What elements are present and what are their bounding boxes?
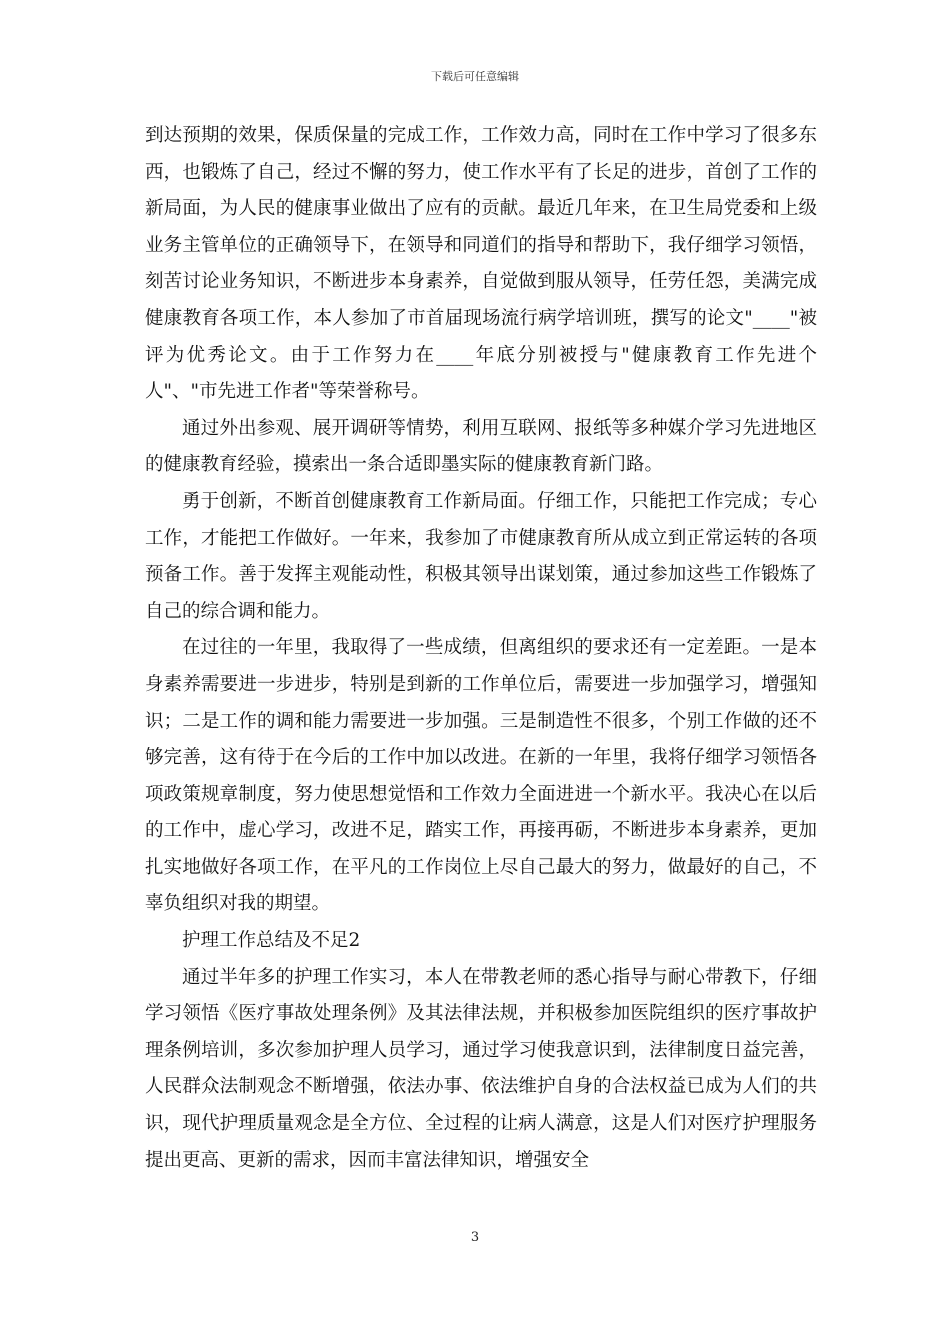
document-body [145, 118, 817, 1179]
section-heading: 护理工作总结及不足2 [182, 930, 361, 952]
page-number: 3 [470, 1230, 480, 1245]
paragraph-3: 勇于创新，不断首创健康教育工作新局面。仔细工作，只能把工作完成；专心工作，才能把工作做好。一年来，我参加了市健康教育所从成立到正常运转的各项预备工作。善于发挥主观能动性，积极其领导出谋划策，通过参加这些工作锻炼了自己的综合调和能力。 [145, 490, 817, 622]
paragraph-1: 到达预期的效果，保质保量的完成工作，工作效力高，同时在工作中学习了很多东西，也锻炼了自己，经过不懈的努力，使工作水平有了长足的进步，首创了工作的新局面，为人民的健康事业做出了应有的贡献。最近几年来，在卫生局党委和上级业务主管单位的正确领导下，在领导和同道们的指导和帮助下，我仔细学习领悟，刻苦讨论业务知识，不断进步本身素养，自觉做到服从领导，任劳任怨，美满完成健康教育各项工作，本人参加了市首届现场流行病学培训班，撰写的论文"____"被评为优秀论文。由于工作努力在____年底分别被授与"健康教育工作先进个人"、"市先进工作者"等荣誉称号。 [145, 125, 817, 403]
paragraph-5: 通过半年多的护理工作实习，本人在带教老师的悉心指导与耐心带教下，仔细学习领悟《医疗事故处理条例》及其法律法规，并积极参加医院组织的医疗事故护理条例培训，多次参加护理人员学习，通过学习使我意识到，法律制度日益完善，人民群众法制观念不断增强，依法办事、依法维护自身的合法权益已成为人们的共识，现代护理质量观念是全方位、全过程的让病人满意，这是人们对医疗护理服务提出更高、更新的需求，因而丰富法律知识，增强安全 [145, 966, 817, 1171]
paragraph-4: 在过往的一年里，我取得了一些成绩，但离组织的要求还有一定差距。一是本身素养需要进一步进步，特别是到新的工作单位后，需要进一步加强学习，增强知识；二是工作的调和能力需要进一步加强。三是制造性不很多，个别工作做的还不够完善，这有待于在今后的工作中加以改进。在新的一年里，我将仔细学习领悟各项政策规章制度，努力使思想觉悟和工作效力全面进进一个新水平。我决心在以后的工作中，虚心学习，改进不足，踏实工作，再接再砺，不断进步本身素养，更加扎实地做好各项工作，在平凡的工作岗位上尽自己最大的努力，做最好的自己，不辜负组织对我的期望。 [145, 637, 817, 915]
paragraph-2: 通过外出参观、展开调研等情势，利用互联网、报纸等多种媒介学习先进地区的健康教育经验，摸索出一条合适即墨实际的健康教育新门路。 [145, 417, 817, 476]
page-header: 下载后可任意编辑 [431, 70, 519, 83]
